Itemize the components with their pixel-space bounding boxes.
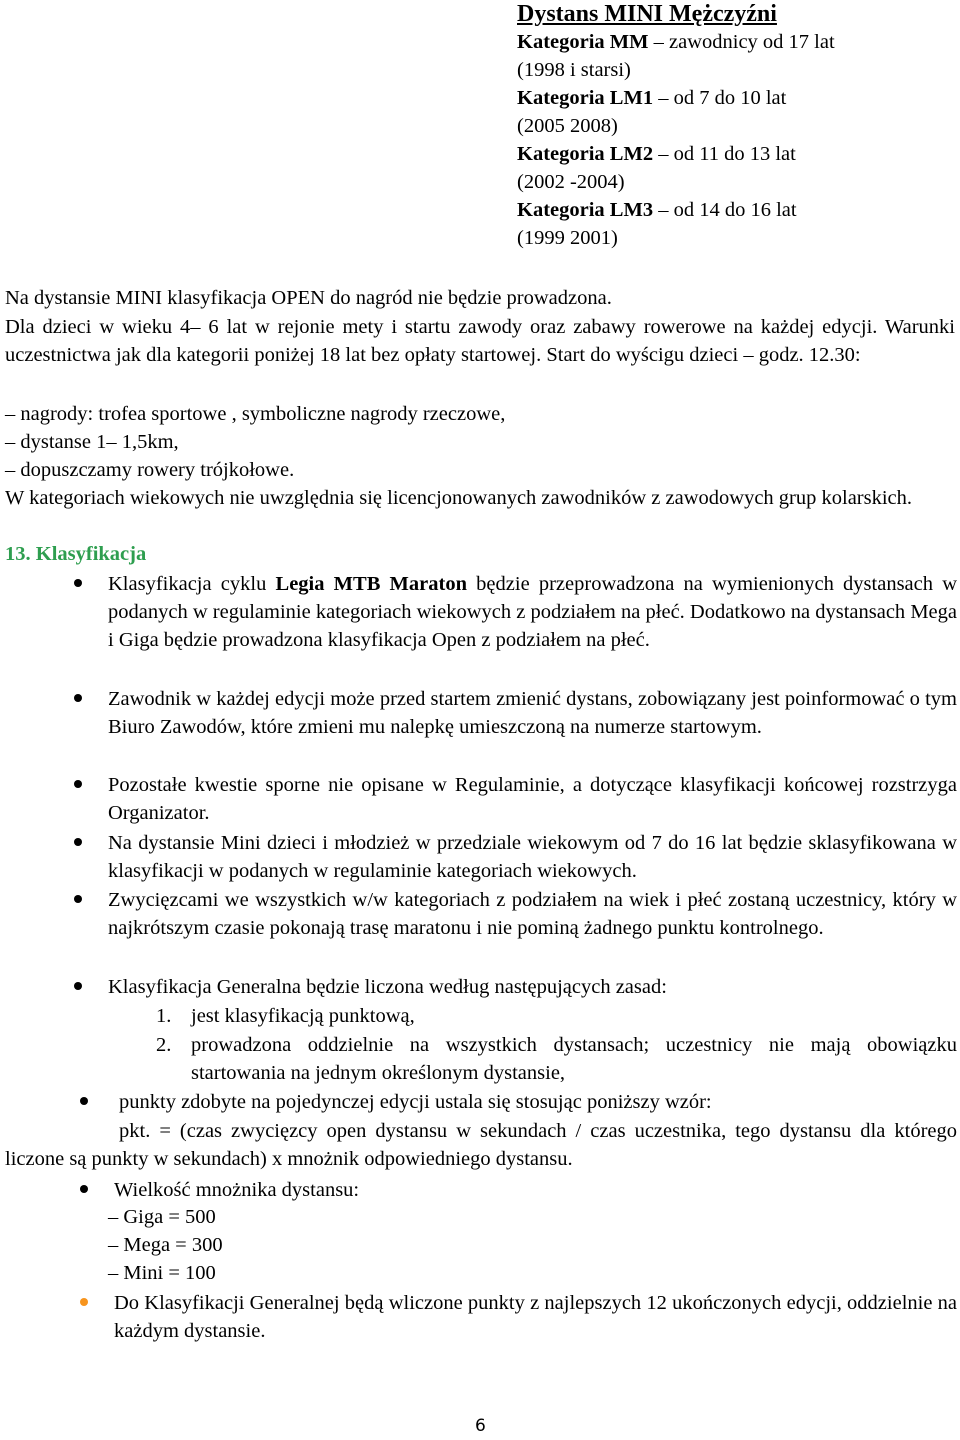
category-years: (2005 2008)	[517, 115, 618, 137]
numbered-item: prowadzona oddzielnie na wszystkich dystansach; uczestnicy nie mają obowiązku startowania na jednym określonym dystansie,	[191, 1034, 957, 1084]
bullet-item-multiplier: Wielkość mnożnika dystansu:	[114, 1179, 360, 1201]
category-lm3: Kategoria LM3 – od 14 do 16 lat	[517, 199, 797, 221]
dash-item: – nagrody: trofea sportowe , symboliczne nagrody rzeczowe,	[5, 403, 506, 425]
bullet-icon	[74, 982, 82, 990]
page-number: 6	[475, 1416, 486, 1436]
bullet-item-distance-change: Zawodnik w każdej edycji może przed startem zmienić dystans, zobowiązany jest poinformować o tym Biuro Zawodów, które zmieni mu nalepkę umieszczoną na numerze startowym.	[108, 688, 957, 738]
licensed-note: W kategoriach wiekowych nie uwzględnia się licencjonowanych zawodników z zawodowych grup kolarskich.	[5, 487, 913, 509]
category-years: (2002 -2004)	[517, 171, 625, 193]
bullet-icon	[74, 895, 82, 903]
category-desc: zawodnicy od 17 lat	[669, 31, 835, 53]
bullet-item-winners: Zwycięzcami we wszystkich w/w kategoriach z podziałem na wiek i płeć zostaną uczestnicy, który w najkrótszym czasie pokonają trasę maratonu i nie pominą żadnego punktu kontrolnego.	[108, 889, 957, 939]
dash-list	[5, 400, 945, 484]
bullet-item-points: punkty zdobyte na pojedynczej edycji ustala się stosując poniższy wzór:	[119, 1091, 712, 1113]
bullet-icon	[74, 780, 82, 788]
bullet-icon	[74, 838, 82, 846]
category-name: Kategoria LM1	[517, 87, 654, 109]
category-desc: od 14 do 16 lat	[673, 199, 797, 221]
bullet-icon	[80, 1185, 88, 1193]
category-desc: od 11 do 13 lat	[673, 143, 796, 165]
dash-item: – dystanse 1– 1,5km,	[5, 431, 179, 453]
page-title: Dystans MINI Mężczyźni	[517, 1, 777, 27]
category-years: (1999 2001)	[517, 227, 618, 249]
category-name: Kategoria LM2	[517, 143, 654, 165]
category-name: Kategoria LM3	[517, 199, 654, 221]
bullet-icon	[74, 694, 82, 702]
category-header	[517, 0, 947, 252]
dash-item: – dopuszczamy rowery trójkołowe.	[5, 459, 295, 481]
open-note: Na dystansie MINI klasyfikacja OPEN do nagród nie będzie prowadzona.	[5, 287, 612, 309]
multiplier-item: – Giga = 500	[108, 1206, 216, 1228]
bullet-item-mini-youth: Na dystansie Mini dzieci i młodzież w przedziale wiekowym od 7 do 16 lat będzie sklasyfikowana w klasyfikacji w podanych w regulaminie kategoriach wiekowych.	[108, 832, 957, 882]
bullet-icon	[80, 1298, 88, 1306]
bullet-icon	[80, 1097, 88, 1105]
category-lm1: Kategoria LM1 – od 7 do 10 lat	[517, 87, 787, 109]
bullet-item-best-editions: Do Klasyfikacji Generalnej będą wliczone punkty z najlepszych 12 ukończonych edycji, oddzielnie na każdym dystansie.	[114, 1292, 957, 1342]
numbered-marker: 2.	[156, 1034, 172, 1056]
bullet-item-classification: Klasyfikacja cyklu Legia MTB Maraton będzie przeprowadzona na wymienionych dystansach w podanych w regulaminie kategoriach wiekowych z podziałem na płeć. Dodatkowo na dystansach Mega i Giga będzie prowadzona klasyfikacja Open z podziałem na płeć.	[108, 573, 957, 651]
category-mm: Kategoria MM – zawodnicy od 17 lat	[517, 31, 835, 53]
numbered-marker: 1.	[156, 1005, 172, 1027]
category-lm2: Kategoria LM2 – od 11 do 13 lat	[517, 143, 796, 165]
points-formula: pkt. = (czas zwycięzcy open dystansu w sekundach / czas uczestnika, tego dystansu dla którego liczone są punkty w sekundach) x mnożnik odpowiedniego dystansu.	[5, 1120, 957, 1170]
bullet-item-general: Klasyfikacja Generalna będzie liczona według następujących zasad:	[108, 976, 667, 998]
category-years: (1998 i starsi)	[517, 59, 631, 81]
bullet-item-disputes: Pozostałe kwestie sporne nie opisane w Regulaminie, a dotyczące klasyfikacji końcowej rozstrzyga Organizator.	[108, 774, 957, 824]
multiplier-item: – Mega = 300	[108, 1234, 223, 1256]
category-desc: od 7 do 10 lat	[673, 87, 787, 109]
bullet-icon	[74, 579, 82, 587]
numbered-item: jest klasyfikacją punktową,	[191, 1005, 415, 1027]
section-heading: 13. Klasyfikacja	[5, 543, 147, 565]
category-name: Kategoria MM	[517, 31, 649, 53]
kids-paragraph: Dla dzieci w wieku 4– 6 lat w rejonie mety i startu zawody oraz zabawy rowerowe na każdej edycji. Warunki uczestnictwa jak dla kategorii poniżej 18 lat bez opłaty startowej. Start do wyścigu dzieci – godz. 12.30:	[5, 316, 955, 366]
multiplier-list	[108, 1203, 223, 1287]
multiplier-item: – Mini = 100	[108, 1262, 216, 1284]
event-name: Legia MTB Maraton	[275, 573, 467, 595]
